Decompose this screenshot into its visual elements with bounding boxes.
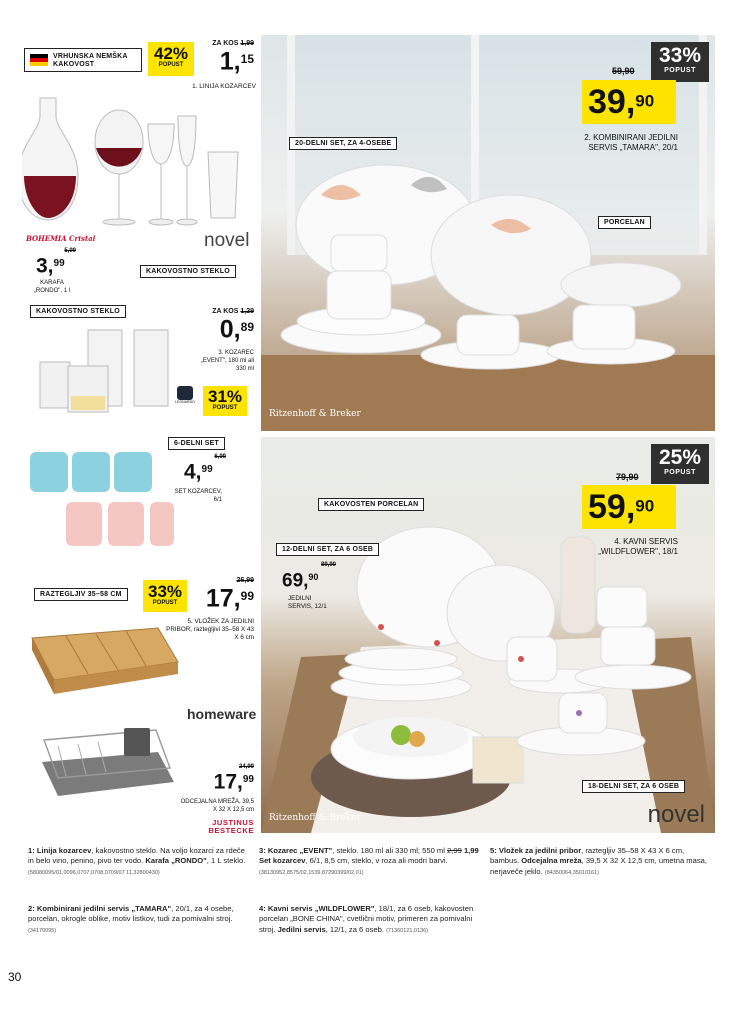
tray-discount-label: POPUST (152, 600, 178, 606)
event-name: 3. KOZAREC „EVENT", 180 ml ali 330 ml (200, 350, 254, 372)
carafe-old-price: 5,99 (64, 248, 76, 254)
set6-tag: 6-DELNI SET (168, 437, 225, 450)
carafe-price-int: 3, (36, 254, 54, 278)
top-brand-watermark: Ritzenhoff & Breker (269, 409, 361, 419)
footer-col-1a (28, 846, 252, 878)
event-old-price: 1,29 (240, 308, 254, 315)
wildflower-price-dec: 90 (635, 496, 655, 516)
tamara-price-dec: 90 (635, 91, 655, 111)
wildflower-price-box (582, 485, 676, 529)
leonardo-brand: LEONARDO (175, 400, 195, 404)
footer-col-2a (259, 846, 481, 878)
footer-3-bold-b: Set kozarcev (259, 856, 306, 866)
event-glasses-image (36, 326, 176, 416)
footer-5-bold-b: Odcejalna mreža (521, 856, 582, 866)
footer-1-text-b: , 1 L steklo. (206, 856, 246, 866)
footer-2-codes: (34170095) (28, 927, 57, 934)
leonardo-logo (175, 386, 195, 404)
footer-4-bold-a: 4: Kavni servis „WILDFLOWER" (259, 904, 375, 913)
tray-price-block (196, 577, 254, 614)
footer-1-bold-b: Karafa „RONDO" (145, 856, 207, 866)
wildflower-discount: 25% (658, 446, 702, 469)
germany-flag-icon (30, 54, 48, 66)
tamara-set-tag: 20-DELNI SET, ZA 4-OSEBE (289, 137, 397, 150)
footer-3-old-price: 2,99 (447, 846, 462, 855)
rack-price-int: 17, (213, 770, 243, 794)
wildflower-porcelain-tag: KAKOVOSTEN PORCELAN (318, 498, 424, 511)
glasses-price-int: 1, (219, 47, 241, 76)
german-quality-label: VRHUNSKA NEMŠKA KAKOVOST (53, 53, 128, 68)
footer-col-1b (28, 904, 252, 936)
carafe-price-block (36, 248, 76, 278)
event-discount: 31% (207, 387, 243, 406)
event-discount-label: POPUST (212, 405, 238, 411)
justinus-logo (186, 819, 254, 835)
carafe-name: KARAFA „RONDO", 1 l (33, 280, 71, 294)
wildflower-price-int: 59, (588, 488, 636, 526)
footer-5-codes: (84350064,35010161) (544, 869, 600, 876)
footer-3-text-a: , steklo. 180 ml ali 330 ml; 550 ml (332, 846, 448, 855)
set6-old-price: 6,99 (214, 454, 226, 460)
footer-3-price: 1,99 (461, 846, 479, 855)
quality-glass-tag-2: KAKOVOSTNO STEKLO (30, 305, 126, 318)
novel-logo-left: novel (204, 230, 250, 251)
wildflower-discount-badge (651, 444, 709, 484)
dish-rack-image (38, 722, 178, 802)
tray-discount: 33% (147, 582, 183, 601)
homeware-logo: homeware (187, 706, 257, 722)
glasses-discount-badge (148, 42, 194, 76)
cutlery-tray-image (26, 622, 182, 702)
footer-4-text-a: , 18/1, za 6 oseb, kakovosten porcelan „BONE CHINA", cvetlični motiv, primeren za pomivalni stroj. (259, 904, 474, 934)
carafe-price-dec: 99 (53, 258, 65, 269)
quality-glass-tag-1: KAKOVOSTNO STEKLO (140, 265, 236, 278)
wildflower-old-price: 79,90 (616, 472, 639, 482)
set12-price-dec: 90 (308, 572, 319, 582)
glasses-discount: 42% (153, 44, 189, 63)
footer-4-text-b: , 12/1, za 6 oseb. (325, 924, 387, 934)
tray-old-price: 26,99 (236, 577, 254, 584)
tamara-material-tag: PORCELAN (598, 216, 651, 229)
tamara-discount-badge (651, 42, 709, 82)
set6-price-block (184, 454, 226, 484)
footer-4-bold-b: Jedilni servis (277, 924, 326, 934)
set6-name: SET KOZARCEV, 6/1 (174, 489, 222, 503)
tray-discount-badge (143, 580, 187, 612)
tamara-name: 2. KOMBINIRANI JEDILNI SERVIS „TAMARA", 20/1 (584, 133, 678, 152)
glass-line-image (22, 92, 256, 232)
footer-3-codes: (38130952,8575/02,1539,87290399/02,01) (259, 869, 364, 876)
tray-name: 5. VLOŽEK ZA JEDILNI PRIBOR, raztegljivi 35–58 X 43 X 6 cm (166, 618, 254, 641)
set6-price-dec: 99 (201, 464, 213, 475)
justinus-logo-line1: JUSTINUS (212, 818, 254, 827)
rack-price-dec: 99 (242, 774, 254, 785)
tamara-old-price: 59,90 (612, 66, 635, 76)
novel-logo-right: novel (647, 801, 705, 828)
page-number: 30 (8, 970, 22, 984)
event-price-dec: 89 (240, 320, 254, 334)
tamara-discount-label: POPUST (664, 67, 696, 74)
wildflower-discount-label: POPUST (664, 469, 696, 476)
glasses-price-dec: 15 (240, 52, 254, 66)
set12-price-block (282, 562, 336, 591)
bottom-brand-watermark: Ritzenhoff & Breker (269, 813, 361, 823)
footer-5-text-a: , raztegljiv 35–58 X 43 X 6 cm, bambus. (490, 846, 685, 866)
german-quality-tag (24, 48, 142, 72)
footer-2-bold: 2: Kombinirani jedilni servis „TAMARA" (28, 904, 172, 913)
event-price-prefix: ZA KOS (212, 308, 239, 315)
tamara-dinnerware-image (261, 155, 715, 431)
footer-2-text: , 20/1, za 4 osebe, porcelan, okrogle oblike, motiv listkov, tudi za pomivalni stroj. (28, 904, 234, 924)
set12-price-int: 69, (282, 570, 309, 592)
glasses-name: 1. LINIJA KOZARCEV (192, 83, 256, 90)
leonardo-mark-icon (177, 386, 193, 400)
set12-name: JEDILNI SERVIS, 12/1 (288, 595, 327, 610)
footer-5-bold-a: 5: Vložek za jedilni pribor (490, 846, 582, 855)
tray-price-dec: 99 (240, 589, 254, 603)
justinus-logo-line2: BESTECKE (208, 826, 254, 835)
tamara-discount: 33% (658, 44, 702, 67)
event-price-int: 0, (219, 315, 241, 344)
footer-3-text-b: , 6/1, 8,5 cm, steklo, v roza ali modri barvi. (305, 856, 448, 866)
tamara-price-int: 39, (588, 83, 636, 121)
tamara-price-box (582, 80, 676, 124)
footer-1-text-a: , kakovostno steklo. Na voljo kozarci za rdeče in belo vino, penino, pivo ter vodo. (28, 846, 245, 866)
glasses-price-block (196, 40, 254, 77)
rack-name: ODCEJALNA MREŽA, 39,5 X 32 X 12,5 cm (180, 799, 254, 813)
tray-tag: RAZTEGLJIV 35–58 CM (34, 588, 128, 601)
footer-3-bold-a: 3: Kozarec „EVENT" (259, 846, 333, 855)
footer-5-text-b: , 39,5 X 32 X 12,5 cm, umetna masa, nerjaveče jeklo. (490, 856, 707, 876)
event-price-block (196, 308, 254, 345)
rack-price-block (206, 764, 254, 794)
footer-4-codes: (71360121,0136) (386, 927, 428, 934)
footer-col-2b (259, 904, 481, 936)
rack-old-price: 24,99 (238, 764, 254, 770)
glasses-old-price: 1,99 (240, 40, 254, 47)
set6-price-int: 4, (184, 460, 202, 484)
glasses-discount-label: POPUST (158, 62, 184, 68)
set12-tag: 12-DELNI SET, ZA 6 OSEB (276, 543, 379, 556)
footer-1-codes: (58080095/01,0096,0707,0708,0709/07 11,32800430) (28, 869, 160, 876)
tray-price-int: 17, (205, 584, 241, 613)
set18-tag: 18-DELNI SET, ZA 6 OSEB (582, 780, 685, 793)
footer-1-bold-a: 1: Linija kozarcev (28, 846, 92, 855)
bohemia-logo: BOHEMIA Cristal (26, 234, 96, 243)
event-discount-badge (203, 386, 247, 416)
glasses-price-prefix: ZA KOS (212, 40, 239, 47)
wildflower-name: 4. KAVNI SERVIS „WILDFLOWER", 18/1 (598, 537, 678, 556)
footer-col-3 (490, 846, 714, 878)
set6-glasses-image (26, 450, 176, 550)
set12-old-price: 89,90 (320, 562, 336, 568)
